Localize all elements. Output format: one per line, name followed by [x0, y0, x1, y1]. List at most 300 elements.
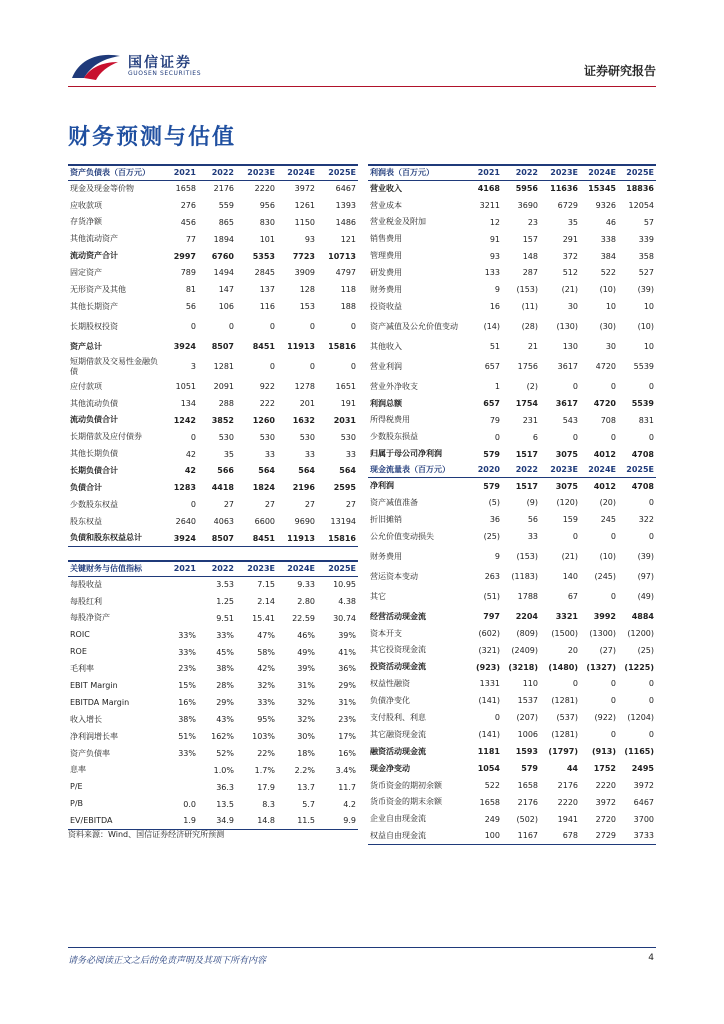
guosen-logo-icon [70, 50, 122, 82]
table-cell: 191 [340, 398, 356, 408]
table-cell: 33% [178, 630, 196, 640]
table-cell: 32% [297, 698, 315, 708]
table-cell: 1181 [477, 746, 500, 756]
table-cell: (1300) [589, 628, 616, 638]
table-cell: 1393 [335, 200, 356, 210]
table-cell: 1658 [175, 184, 196, 194]
table-cell: 1537 [517, 696, 538, 706]
table-cell: 5.7 [302, 799, 315, 809]
table-cell: 23 [527, 217, 538, 227]
table-cell: 4.38 [338, 596, 356, 606]
table-cell: 33 [304, 449, 315, 459]
table-cell: 559 [218, 200, 234, 210]
table-cell: 28% [216, 681, 234, 691]
table-cell: (10) [599, 552, 616, 562]
table-cell: 3972 [633, 780, 654, 790]
column-header: 2023E [236, 561, 277, 576]
table-row [368, 692, 656, 709]
table-cell: 2997 [173, 251, 196, 261]
table-row [68, 479, 358, 496]
table-cell: (245) [594, 571, 616, 581]
table-row [68, 315, 358, 338]
row-label: 营运资本变动 [370, 571, 418, 581]
table-row [68, 644, 358, 661]
disclaimer-text: 请务必阅读正文之后的免责声明及其项下所有内容 [68, 956, 267, 966]
header-divider [68, 86, 656, 87]
report-type-label: 证券研究报告 [583, 64, 656, 78]
table-cell: (9) [526, 498, 538, 508]
table-cell: 17% [338, 731, 356, 741]
table-row [68, 677, 358, 694]
table-cell: 288 [218, 398, 234, 408]
table-cell: 1260 [252, 415, 275, 425]
table-cell: 4797 [335, 268, 356, 278]
table-cell: 384 [600, 251, 616, 261]
row-label: 息率 [70, 765, 86, 775]
table-cell: 3700 [633, 814, 654, 824]
row-label: 其他流动负债 [70, 398, 118, 408]
table-cell: 7723 [292, 251, 315, 261]
table-cell: 564 [298, 466, 315, 476]
table-cell: 1150 [294, 217, 315, 227]
table-cell: 9 [494, 552, 500, 562]
table-cell: 678 [540, 828, 580, 845]
table-cell: 153 [299, 302, 315, 312]
table-cell: 41% [338, 647, 356, 657]
table-cell: 5956 [515, 184, 538, 194]
table-cell: 23% [178, 664, 196, 674]
table-cell: 130 [562, 342, 578, 352]
table-cell: 103% [252, 731, 275, 741]
table-cell: 49% [297, 647, 315, 657]
row-label: 负债和股东权益总计 [68, 530, 160, 547]
table-cell: 1752 [593, 763, 616, 773]
table-cell: 1 [494, 381, 500, 391]
table-cell: 291 [562, 234, 578, 244]
table-cell: (49) [637, 591, 654, 601]
table-cell: 36 [489, 515, 500, 525]
table-cell: 56 [185, 302, 196, 312]
table-cell: (25) [483, 532, 500, 542]
table-cell: 42 [185, 449, 196, 459]
table-row [68, 248, 358, 265]
table-row [68, 462, 358, 479]
table-cell: 4720 [593, 398, 616, 408]
column-header: 2021 [160, 165, 198, 180]
table-row [68, 412, 358, 429]
table-cell: 3617 [557, 362, 578, 372]
table-cell: 1632 [292, 415, 315, 425]
table-cell: (3218) [508, 662, 538, 672]
table-cell: (97) [637, 571, 654, 581]
table-cell: 1006 [517, 730, 538, 740]
table-cell: (153) [516, 285, 538, 295]
table-cell: 27 [223, 500, 234, 510]
income-cashflow-table [368, 164, 656, 845]
table-cell: 797 [483, 611, 500, 621]
row-label: 支付股利、利息 [370, 712, 426, 722]
table-cell: 2176 [557, 780, 578, 790]
table-cell: 2729 [580, 828, 618, 845]
row-label: 每股收益 [70, 579, 102, 589]
table-cell: 3321 [555, 611, 578, 621]
row-label: 投资活动现金流 [370, 662, 426, 672]
row-label: 营业税金及附加 [370, 217, 426, 227]
table-cell: 0 [610, 679, 616, 689]
table-cell: (141) [478, 730, 500, 740]
table-row [368, 281, 656, 298]
row-label: 企业自由现金流 [370, 814, 426, 824]
table-row [68, 576, 358, 593]
table-cell: 1.7% [254, 765, 275, 775]
table-cell: 4720 [595, 362, 616, 372]
table-cell: 14.8 [236, 812, 277, 829]
table-cell: 522 [484, 780, 500, 790]
table-cell: 29% [338, 681, 356, 691]
table-cell: 11636 [550, 184, 578, 194]
table-cell: 2.2% [294, 765, 315, 775]
row-label: 公允价值变动损失 [370, 531, 434, 541]
row-label: 少数股东权益 [70, 499, 118, 509]
table-row [368, 675, 656, 692]
table-cell: 33 [527, 532, 538, 542]
table-cell: 2595 [333, 483, 356, 493]
table-cell: 0 [572, 432, 578, 442]
table-cell: (39) [637, 285, 654, 295]
table-cell: 77 [185, 234, 196, 244]
row-label: 研发费用 [370, 268, 402, 278]
table-cell: 1486 [335, 217, 356, 227]
table-cell: 12054 [628, 200, 654, 210]
table-cell: 5539 [633, 362, 654, 372]
table-cell: 3733 [618, 828, 656, 845]
row-label: 负债净变化 [370, 696, 410, 706]
table-cell: 1824 [252, 483, 275, 493]
table-row [368, 197, 656, 214]
table-cell: 58% [257, 647, 275, 657]
column-header: 2022 [502, 462, 540, 477]
table-cell: 1941 [557, 814, 578, 824]
table-cell: 1756 [517, 362, 538, 372]
table-row [68, 395, 358, 412]
table-cell: 4063 [213, 517, 234, 527]
table-row [68, 197, 358, 214]
table-cell: 1242 [173, 415, 196, 425]
table-cell: 530 [218, 432, 234, 442]
table-cell: 106 [218, 302, 234, 312]
column-header: 2023E [540, 462, 580, 477]
table-row [368, 511, 656, 528]
table-header-row [68, 165, 358, 180]
table-cell: 2031 [333, 415, 356, 425]
column-header: 2024E [580, 165, 618, 180]
table-cell: 2176 [517, 797, 538, 807]
table-cell: (321) [478, 645, 500, 655]
table-row [68, 610, 358, 627]
row-label: 每股红利 [70, 596, 102, 606]
column-header: 2025E [317, 561, 358, 576]
table-cell: 33% [257, 698, 275, 708]
row-label: 财务费用 [370, 285, 402, 295]
table-cell: 100 [466, 828, 502, 845]
table-cell: 3.53 [216, 580, 234, 590]
table-cell: 7.15 [257, 580, 275, 590]
table-cell: (502) [516, 814, 538, 824]
table-cell: 0 [572, 679, 578, 689]
table-cell [160, 779, 198, 796]
row-label: 其它投资现金流 [370, 645, 426, 655]
table-row [368, 378, 656, 395]
table-cell: 1593 [515, 746, 538, 756]
row-label: 营业外净收支 [370, 381, 418, 391]
table-cell: 789 [180, 268, 196, 278]
table-cell: 1517 [515, 481, 538, 491]
table-cell: 79 [489, 415, 500, 425]
table-cell: 1658 [517, 780, 538, 790]
table-cell: 23% [338, 715, 356, 725]
table-cell: 13194 [330, 517, 356, 527]
table-cell: 134 [180, 398, 196, 408]
table-cell: 36.3 [216, 782, 234, 792]
table-cell: 15% [178, 681, 196, 691]
table-cell: 0 [648, 381, 654, 391]
table-cell: 10 [605, 302, 616, 312]
table-cell: 1167 [502, 828, 540, 845]
table-cell: 3211 [479, 200, 500, 210]
table-cell: 1494 [213, 268, 234, 278]
table-cell: 56 [527, 515, 538, 525]
table-cell: 579 [521, 763, 538, 773]
page-title: 财务预测与估值 [68, 125, 237, 150]
table-cell: 9.33 [297, 580, 315, 590]
row-label: 每股净资产 [70, 613, 110, 623]
row-label: 融资活动现金流 [370, 746, 426, 756]
row-label: 长期借款及应付债券 [70, 432, 142, 442]
row-label: 营业利润 [370, 361, 402, 371]
table-cell: 188 [340, 302, 356, 312]
table-cell: 566 [217, 466, 234, 476]
table-cell: 530 [299, 432, 315, 442]
table-cell: 0 [309, 322, 315, 332]
table-cell: 4168 [477, 184, 500, 194]
table-cell: 564 [339, 466, 356, 476]
table-row [68, 762, 358, 779]
table-cell: 11.5 [277, 812, 317, 829]
table-cell: (28) [521, 322, 538, 332]
table-cell: 93 [489, 251, 500, 261]
table-cell: 4012 [593, 481, 616, 491]
table-cell: 31% [338, 698, 356, 708]
table-cell: 0 [648, 696, 654, 706]
table-cell: 3075 [555, 449, 578, 459]
table-cell: 36% [338, 664, 356, 674]
row-label: 无形资产及其他 [70, 285, 126, 295]
table-cell: 33% [178, 647, 196, 657]
table-cell: 9690 [294, 517, 315, 527]
table-cell: 1.25 [216, 596, 234, 606]
table-row [368, 528, 656, 545]
table-cell: 15816 [328, 342, 356, 352]
table-cell: 137 [259, 285, 275, 295]
row-label: 资产减值及公允价值变动 [370, 321, 458, 331]
table-cell: 38% [178, 715, 196, 725]
table-cell: 0 [494, 713, 500, 723]
table-cell: (27) [599, 645, 616, 655]
table-row [68, 180, 358, 197]
table-row [368, 709, 656, 726]
table-cell: 338 [600, 234, 616, 244]
table-row [68, 429, 358, 446]
table-cell: (25) [637, 645, 654, 655]
table-cell: 148 [522, 251, 538, 261]
row-label: 利润总额 [370, 398, 402, 408]
table-row [68, 660, 358, 677]
column-header: 2023E [236, 165, 277, 180]
table-cell: 52% [216, 748, 234, 758]
table-cell: 44 [566, 763, 578, 773]
row-label: 营业成本 [370, 200, 402, 210]
row-label: 资产减值准备 [370, 498, 418, 508]
table-cell: 1894 [213, 234, 234, 244]
table-cell: 157 [522, 234, 538, 244]
table-cell: 16 [489, 302, 500, 312]
table-row [368, 777, 656, 794]
table-cell: (537) [556, 713, 578, 723]
table-cell: 530 [340, 432, 356, 442]
row-label: 资产负债率 [70, 748, 110, 758]
row-label: 流动负债合计 [70, 415, 118, 425]
table-cell: 0 [610, 696, 616, 706]
table-cell: 3924 [173, 342, 196, 352]
table-cell: 1.9 [160, 812, 198, 829]
table-cell: (1225) [624, 662, 654, 672]
table-row [368, 494, 656, 511]
table-cell: 9326 [595, 200, 616, 210]
table-cell: 110 [522, 679, 538, 689]
table-header-row [368, 165, 656, 180]
table-cell: 3 [190, 362, 196, 372]
table-cell: 0 [350, 322, 356, 332]
table-cell: 339 [638, 234, 654, 244]
table-cell: 0 [228, 322, 234, 332]
table-cell: 6467 [335, 184, 356, 194]
table-cell: 1651 [335, 381, 356, 391]
table-cell: 15.41 [252, 613, 275, 623]
table-cell: 657 [484, 362, 500, 372]
table-cell: 0.0 [183, 799, 196, 809]
table-cell: 6760 [211, 251, 234, 261]
row-label: 流动资产合计 [70, 251, 118, 261]
row-label: 资本开支 [370, 628, 402, 638]
column-header: 2022 [198, 165, 236, 180]
table-cell: 322 [638, 515, 654, 525]
column-header: 2021 [160, 561, 198, 576]
table-row [368, 412, 656, 429]
table-cell: 0 [610, 591, 616, 601]
table-cell: 0 [350, 362, 356, 372]
table-row [68, 513, 358, 530]
table-cell: 456 [180, 217, 196, 227]
table-cell: (11) [521, 302, 538, 312]
table-cell: 512 [562, 268, 578, 278]
table-cell: 21 [527, 342, 538, 352]
table-row [68, 496, 358, 513]
table-cell: 22.59 [292, 613, 315, 623]
table-cell: 3690 [517, 200, 538, 210]
table-cell [160, 610, 198, 627]
row-label: 投资收益 [370, 301, 402, 311]
table-row [68, 728, 358, 745]
table-cell: 245 [600, 515, 616, 525]
table-cell: 2220 [254, 184, 275, 194]
table-cell: 46 [605, 217, 616, 227]
table-cell: 91 [489, 234, 500, 244]
table-cell: 6467 [633, 797, 654, 807]
row-label: 存货净额 [70, 217, 102, 227]
table-cell: 51% [178, 731, 196, 741]
table-cell: (923) [475, 662, 500, 672]
row-label: P/B [70, 799, 84, 809]
table-cell: 865 [218, 217, 234, 227]
table-cell: 6 [532, 432, 538, 442]
table-cell: 2220 [557, 797, 578, 807]
table-cell: 201 [299, 398, 315, 408]
table-cell: (809) [516, 628, 538, 638]
row-label: 资产总计 [70, 341, 102, 351]
table-cell: (141) [478, 696, 500, 706]
table-row [68, 298, 358, 315]
table-cell: (1327) [586, 662, 616, 672]
row-label: 归属于母公司净利润 [370, 449, 442, 459]
row-label: ROE [70, 647, 87, 657]
table-row [368, 726, 656, 743]
table-cell: 530 [259, 432, 275, 442]
table-row [368, 214, 656, 231]
table-cell: 2204 [515, 611, 538, 621]
table-cell: 38% [216, 664, 234, 674]
row-label: 权益性融资 [370, 679, 410, 689]
table-cell: 1283 [173, 483, 196, 493]
table-cell: 0 [494, 432, 500, 442]
table-cell: 1517 [515, 449, 538, 459]
row-label: 负债合计 [70, 483, 102, 493]
row-label: EV/EBITDA [68, 812, 160, 829]
table-cell [160, 762, 198, 779]
table-row [68, 338, 358, 355]
table-cell: 11913 [287, 342, 315, 352]
table-cell: 0 [572, 532, 578, 542]
table-row [68, 214, 358, 231]
table-cell: 118 [340, 285, 356, 295]
table-row [368, 446, 656, 463]
table-cell: 140 [562, 571, 578, 581]
table-cell: 0 [610, 730, 616, 740]
table-cell: 922 [259, 381, 275, 391]
table-cell: 372 [562, 251, 578, 261]
table-row [368, 760, 656, 777]
table-cell: 3972 [595, 797, 616, 807]
table-cell: 708 [600, 415, 616, 425]
table-row [368, 811, 656, 828]
table-cell: 133 [484, 268, 500, 278]
table-cell: 18836 [626, 184, 654, 194]
page-number: 4 [648, 953, 654, 963]
table-row [68, 796, 358, 813]
table-row [68, 694, 358, 711]
table-cell: 51 [489, 342, 500, 352]
table-cell: 0 [309, 362, 315, 372]
table-cell: 4708 [631, 481, 654, 491]
